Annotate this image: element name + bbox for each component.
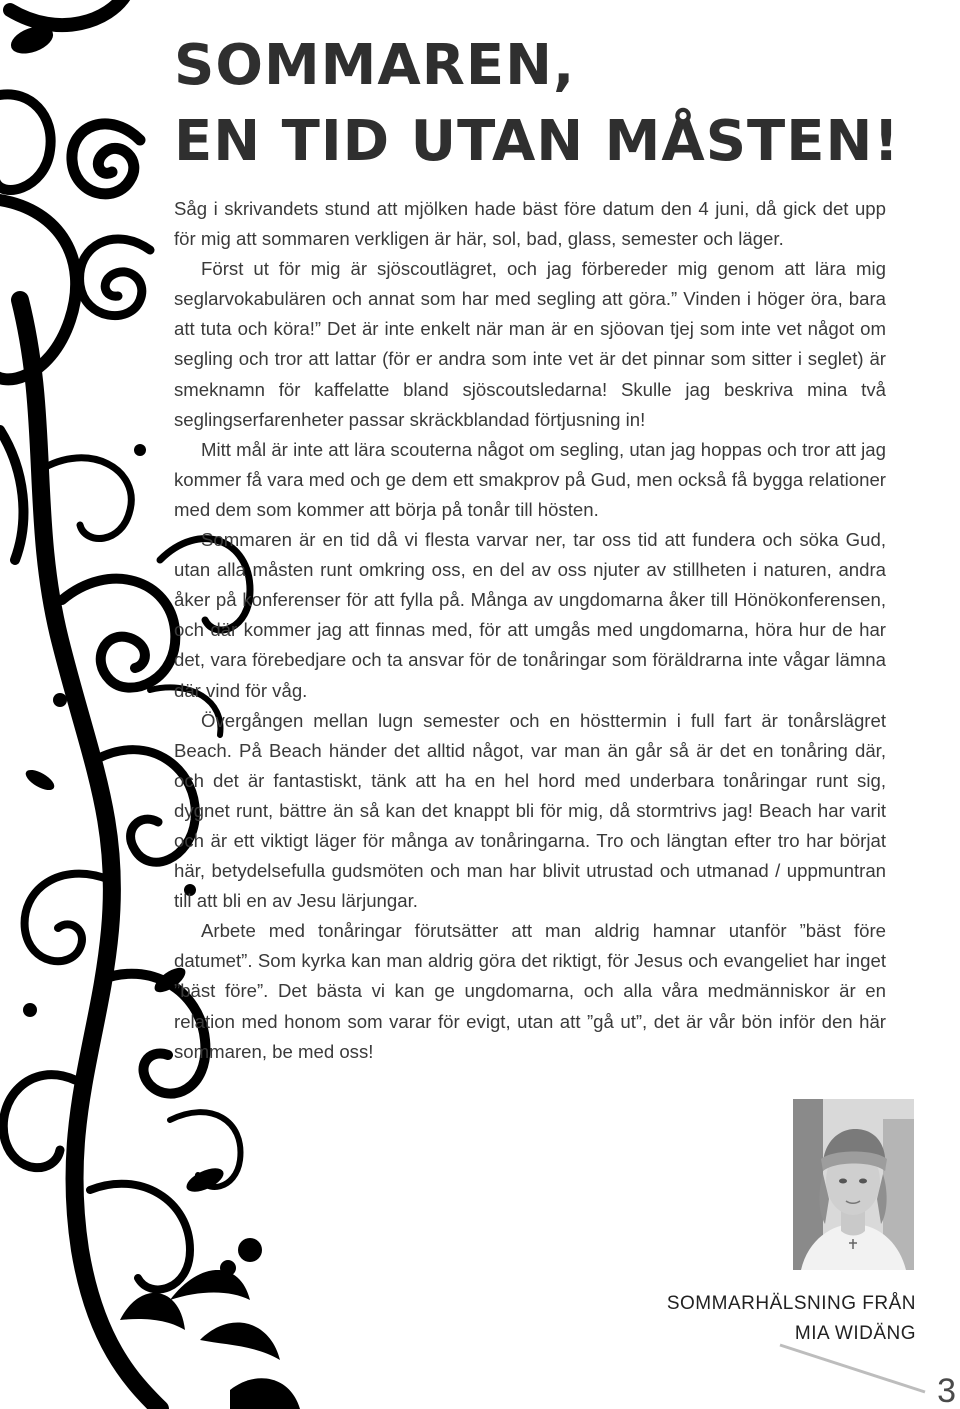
author-photo [793, 1099, 914, 1270]
title-line-2: EN TID UTAN MÅSTEN! [174, 109, 900, 174]
page-number: 3 [937, 1372, 956, 1409]
page-title [174, 28, 900, 180]
caption-line-2: MIA WIDÄNG [794, 1323, 916, 1344]
paragraph: Såg i skrivandets stund att mjölken hade bäst före datum den 4 juni, då gick det upp för mig att sommaren verkligen är här, sol, bad, glass, semester och läger. [174, 198, 886, 250]
article-body [174, 194, 886, 1067]
title-line-1: SOMMAREN, [174, 33, 576, 98]
paragraph: Arbete med tonåringar förutsätter att man aldrig hamnar utanför ”bäst före datumet”. Som kyrka kan man aldrig göra det riktigt, för Jesus och evangeliet har inget ”bäst före”. Det bästa vi kan ge ungdomarna, och alla våra medmänniskor är en relation med honom som varar för evigt, utan att ”gå ut”, det är vår bön inför den här sommaren, be med oss! [174, 920, 886, 1062]
paragraph: Sommaren är en tid då vi flesta varvar ner, tar oss tid att fundera och söka Gud, utan alla måsten runt omkring oss, en del av oss njuter av stillheten i naturen, andra åker på konferenser för att fylla på. Många av ungdomarna åker till Hönökonferensen, och där kommer jag att finnas med, för att umgås med ungdomarna, höra hur de har det, vara förebedjare och ta ansvar för de tonåringar som föräldrarna inte vågar lämna där vind för våg. [174, 529, 886, 701]
photo-caption [667, 1289, 916, 1349]
caption-line-1: SOMMARHÄLSNING FRÅN [666, 1293, 916, 1314]
paragraph: Övergången mellan lugn semester och en hösttermin i full fart är tonårslägret Beach. På Beach händer det alltid något, var man än går så är det en tonåring där, och det är fantastiskt, tänk att ha en hel hord med underbara tonåringar runt sig, dygnet runt, bättre än så kan det knappt bli för mig, då stormtrivs jag! Beach har varit och är ett viktigt läger för många av tonåringarna. Tro och längtan efter tro har börjat här, betydelsefulla gudsmöten och man har blivit utrustad och utmanad / uppmuntran till att bli en av Jesu lärjungar. [174, 709, 886, 912]
paragraph: Först ut för mig är sjöscoutlägret, och jag förbereder mig genom att lära mig seglarvokabulären och annat som har med segling att göra.” Vinden i höger öra, bara att tuta och köra!” Det är inte enkelt när man är en sjöovan tjej som inte vet något om segling och tror att lattar (för er andra som inte vet är det pinnar som sitter i seglet) är smeknamn för kaffelatte bland sjöscoutsledarna! Skulle jag beskriva mina två seglingserfarenheter passar skräckblandad förtjusning in! [174, 258, 886, 430]
paragraph: Mitt mål är inte att lära scouterna något om segling, utan jag hoppas och tror att jag kommer få vara med och ge dem ett smakprov på Gud, men också få bygga relationer med dem som kommer att börja på tonår till hösten. [174, 438, 886, 520]
